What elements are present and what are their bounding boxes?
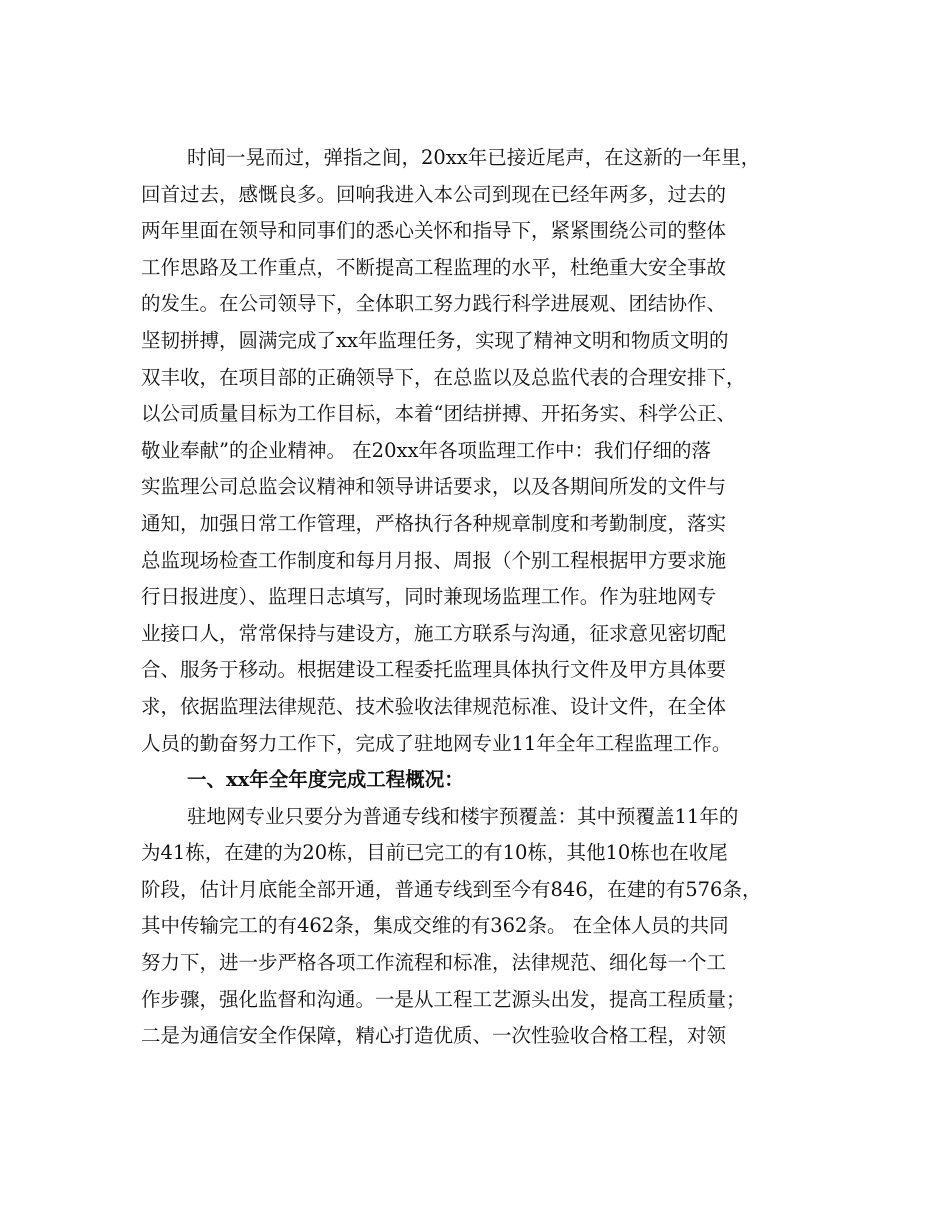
paragraph-line: 求，依据监理法律规范、技术验收法律规范标准、设计文件，在全体 <box>141 694 727 718</box>
paragraph-line: 为41栋，在建的为20栋，目前已完工的有10栋，其他10栋也在收尾 <box>141 841 728 865</box>
paragraph-line: 其中传输完工的有462条，集成交维的有362条。 在全体人员的共同 <box>141 914 729 938</box>
paragraph-line: 双丰收，在项目部的正确领导下，在总监以及总监代表的合理安排下， <box>141 365 746 389</box>
paragraph-line: 驻地网专业只要分为普通专线和楼宇预覆盖：其中预覆盖11年的 <box>187 804 739 828</box>
paragraph-line: 实监理公司总监会议精神和领导讲话要求，以及各期间所发的文件与 <box>141 475 727 499</box>
paragraph-line: 时间一晃而过，弹指之间，20xx年已接近尾声，在这新的一年里， <box>187 146 761 169</box>
document-body <box>141 140 821 1055</box>
paragraph-line: 两年里面在领导和同事们的悉心关怀和指导下，紧紧围绕公司的整体 <box>141 219 727 243</box>
paragraph-line: 的发生。在公司领导下，全体职工努力践行科学进展观、团结协作、 <box>141 292 727 316</box>
paragraph-line: 敬业奉献”的企业精神。 在20xx年各项监理工作中：我们仔细的落 <box>141 438 711 462</box>
paragraph-line: 坚韧拼搏，圆满完成了xx年监理任务，实现了精神文明和物质文明的 <box>141 328 729 352</box>
paragraph-line: 行日报进度）、监理日志填写，同时兼现场监理工作。作为驻地网专 <box>141 585 717 609</box>
paragraph-line: 人员的勤奋努力工作下，完成了驻地网专业11年全年工程监理工作。 <box>141 731 732 755</box>
paragraph-line: 通知，加强日常工作管理，严格执行各种规章制度和考勤制度，落实 <box>141 511 727 535</box>
paragraph-line: 业接口人，常常保持与建设方，施工方联系与沟通，征求意见密切配 <box>141 621 727 645</box>
paragraph-line: 努力下，进一步严格各项工作流程和标准，法律规范、细化每一个工 <box>141 951 727 975</box>
paragraph-line: 以公司质量目标为工作目标，本着“团结拼搏、开拓务实、科学公正、 <box>141 402 736 426</box>
paragraph-line: 回首过去，感慨良多。回响我进入本公司到现在已经年两多，过去的 <box>141 182 727 206</box>
paragraph-line: 作步骤，强化监督和沟通。一是从工程工艺源头出发，提高工程质量； <box>141 987 746 1011</box>
paragraph-line: 工作思路及工作重点，不断提高工程监理的水平，杜绝重大安全事故 <box>141 255 727 279</box>
paragraph-line: 总监现场检查工作制度和每月月报、周报（个别工程根据甲方要求施 <box>141 548 727 572</box>
paragraph-line: 合、服务于移动。根据建设工程委托监理具体执行文件及甲方具体要 <box>141 658 727 682</box>
paragraph-line: 二是为通信安全作保障，精心打造优质、一次性验收合格工程，对领 <box>141 1024 727 1048</box>
section-heading: 一、xx年全年度完成工程概况： <box>187 768 464 792</box>
paragraph-line: 阶段，估计月底能全部开通，普通专线到至今有846，在建的有576条， <box>141 877 762 901</box>
